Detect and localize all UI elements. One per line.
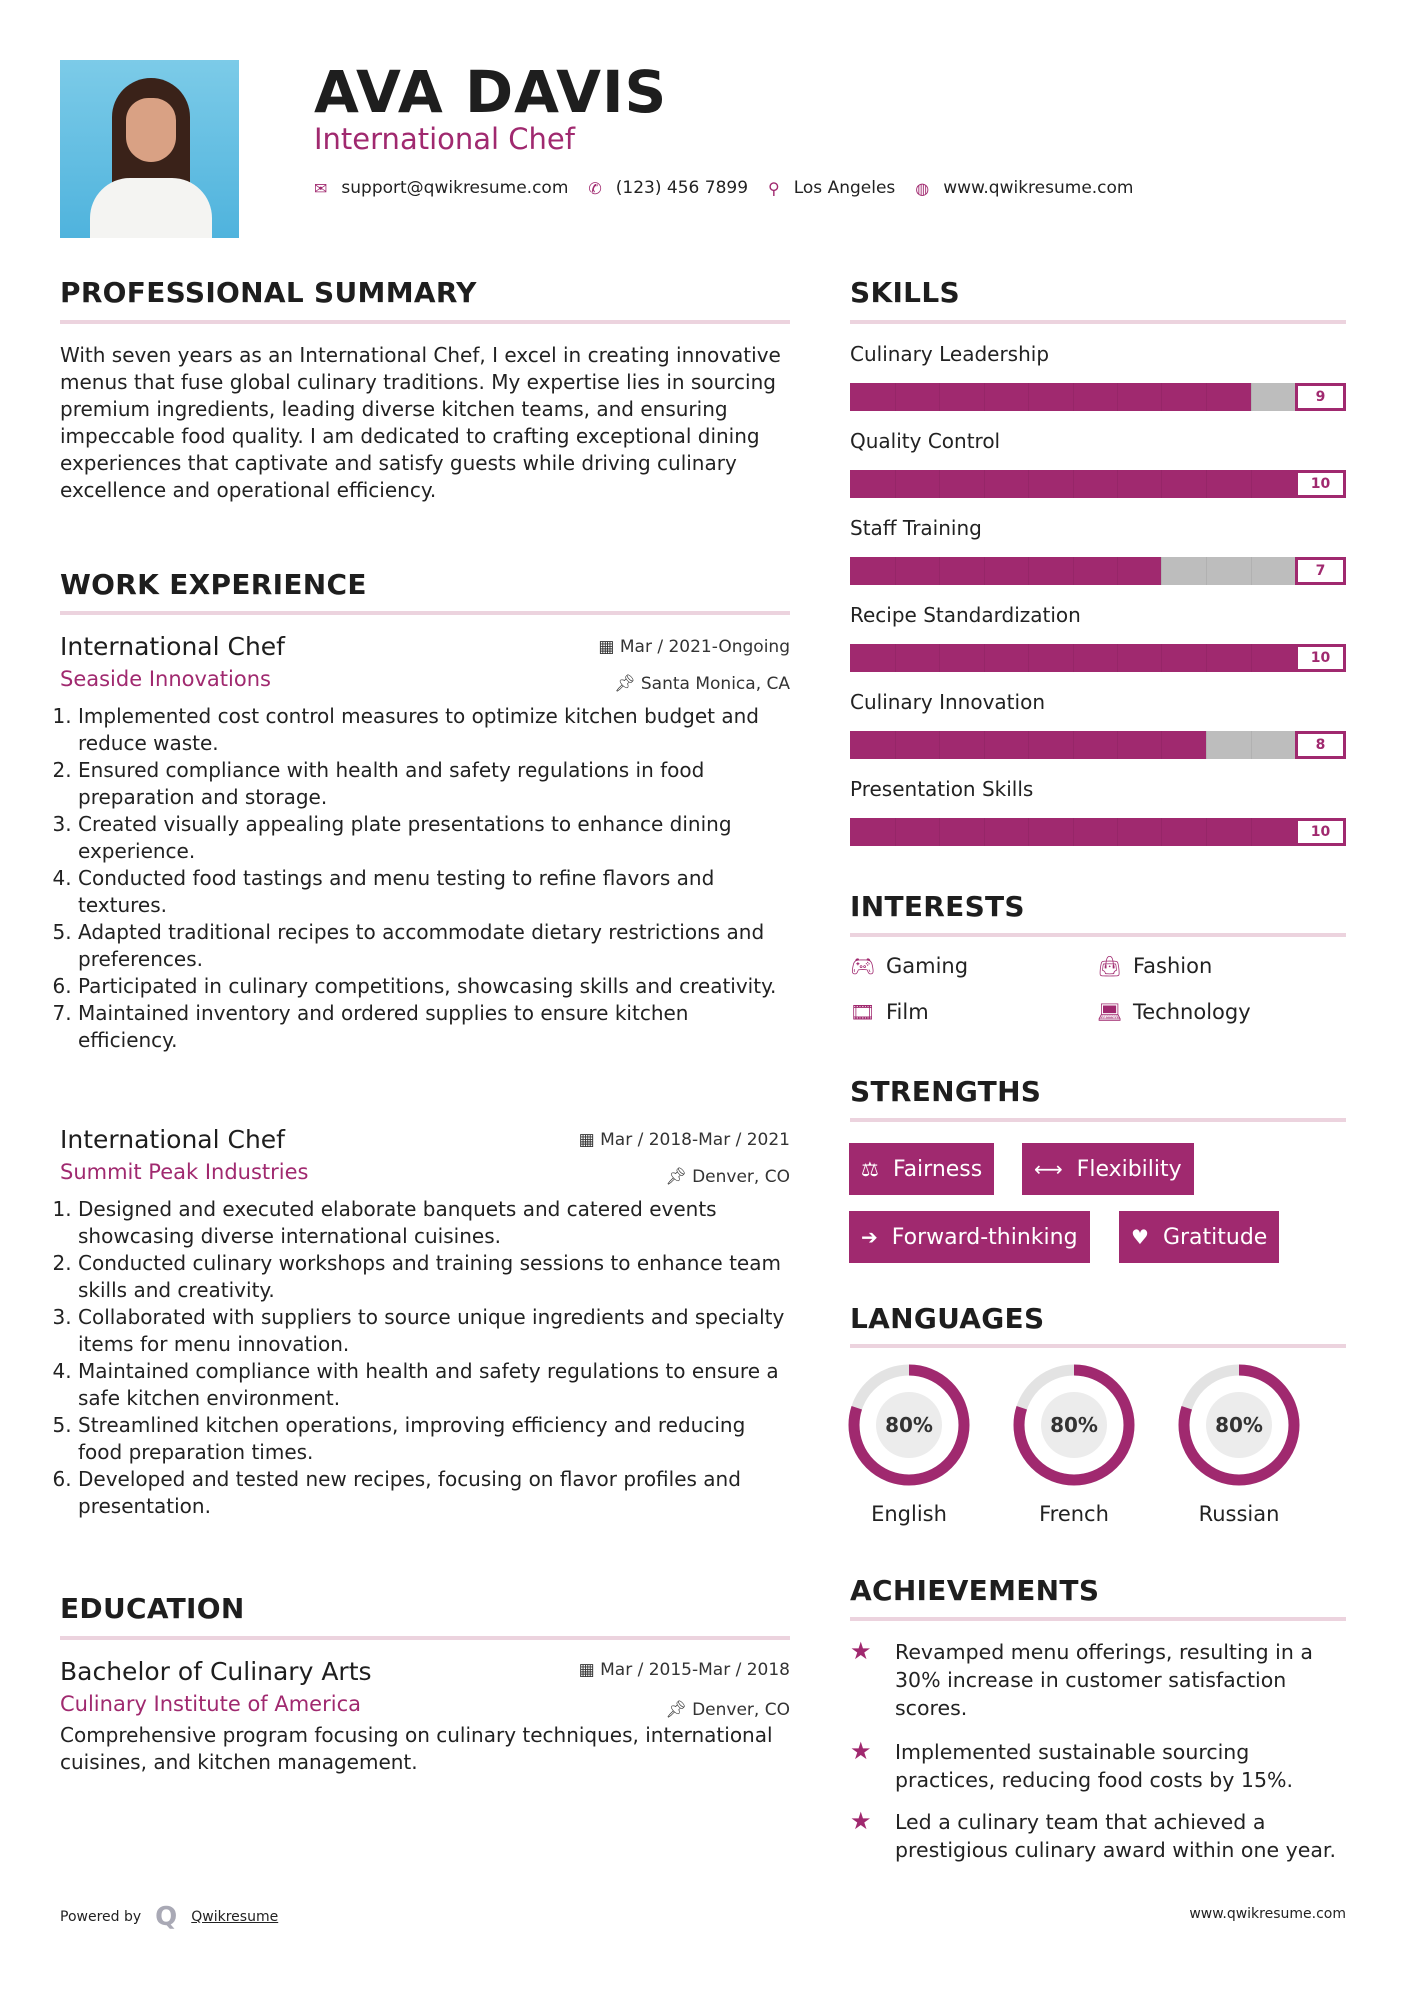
shopping-bag-icon: 👜︎ xyxy=(1097,954,1123,978)
summary-text: With seven years as an International Chef, I excel in creating innovative menus that fuse global culinary traditions. My expertise lies in sourcing premium ingredients, leading diverse kitchen teams, and ensuring impeccable food quality. I am dedicated to crafting exceptional dining experiences that captivate and satisfy guests while driving culinary excellence and operational efficiency. xyxy=(60,343,781,502)
achievement-item xyxy=(850,1808,1346,1864)
section-heading-interests: INTERESTS xyxy=(850,890,1025,923)
interest-label: Technology xyxy=(1133,1000,1251,1024)
education-entry xyxy=(60,1657,790,1777)
skill-bar-segment xyxy=(1161,731,1162,759)
language-percent: 80% xyxy=(885,1413,933,1437)
candidate-title: International Chef xyxy=(314,122,575,156)
divider xyxy=(60,320,790,324)
pin-icon: 📌︎ xyxy=(665,1167,693,1187)
calendar-icon: ▦ xyxy=(578,1130,601,1150)
skill-bar-segment xyxy=(1161,818,1162,846)
gamepad-icon: 🎮︎ xyxy=(850,954,876,978)
location-text: Denver, CO xyxy=(692,1167,790,1187)
skill-bar-segment xyxy=(895,470,896,498)
skill-bar-segment xyxy=(1206,470,1207,498)
skill-bar-segment xyxy=(1073,818,1074,846)
divider xyxy=(60,611,790,615)
language-percent: 80% xyxy=(1050,1413,1098,1437)
skill-bar-segment xyxy=(1206,818,1207,846)
skill-bar-segment xyxy=(1073,731,1074,759)
skill-bar-segment xyxy=(939,557,940,585)
achievement-item xyxy=(850,1638,1346,1722)
responsibility-item: 4. Maintained compliance with health and safety regulations to ensure a safe kitchen environment. xyxy=(78,1358,790,1412)
contact-bar xyxy=(314,178,1154,198)
skill-bar-segment xyxy=(1117,383,1118,411)
section-heading-education: EDUCATION xyxy=(60,1592,245,1625)
skill-bar-segment xyxy=(1028,644,1029,672)
language-donut xyxy=(1174,1362,1304,1488)
education-description: Comprehensive program focusing on culinary techniques, international cuisines, and kitchen management. xyxy=(60,1723,773,1774)
skill-bar-segment xyxy=(1028,818,1029,846)
skill-bar-fill xyxy=(850,557,1161,585)
education-date xyxy=(579,1660,790,1680)
skill-label: Culinary Innovation xyxy=(850,690,1045,714)
skill-score: 10 xyxy=(1295,644,1346,672)
language-item xyxy=(844,1362,974,1526)
qwikresume-link[interactable]: Qwikresume xyxy=(191,1909,279,1925)
skill-bar-segment xyxy=(895,644,896,672)
arrows-horizontal-icon: ⟷ xyxy=(1034,1157,1063,1181)
job-location xyxy=(665,1167,790,1187)
skill-bar-segment xyxy=(1028,731,1029,759)
job-location xyxy=(614,674,790,694)
skill-bar-segment xyxy=(1117,557,1118,585)
skill-bar-fill xyxy=(850,470,1346,498)
skill-label: Culinary Leadership xyxy=(850,342,1050,366)
footer-website[interactable]: www.qwikresume.com xyxy=(1189,1906,1346,1922)
skill-bar-segment xyxy=(1073,383,1074,411)
strength-label: Forward-thinking xyxy=(891,1224,1078,1250)
globe-icon: ◍ xyxy=(915,178,930,198)
balance-scale-icon: ⚖ xyxy=(861,1157,879,1181)
skill-bar-segment xyxy=(1117,470,1118,498)
skill-bar-segment xyxy=(984,557,985,585)
skill-bar xyxy=(850,557,1346,585)
skill-bar-segment xyxy=(1073,644,1074,672)
responsibility-item: 7. Maintained inventory and ordered supplies to ensure kitchen efficiency. xyxy=(78,1000,790,1054)
skill-bar-segment xyxy=(895,557,896,585)
skill-bar-segment xyxy=(1117,644,1118,672)
skill-score: 10 xyxy=(1295,818,1346,846)
interest-label: Gaming xyxy=(886,954,969,978)
job-title: International Chef xyxy=(60,1125,285,1154)
interest-item xyxy=(1097,1000,1251,1024)
phone[interactable]: (123) 456 7899 xyxy=(615,178,749,198)
responsibility-item: 5. Streamlined kitchen operations, improving efficiency and reducing food preparation times. xyxy=(78,1412,790,1466)
company-name: Seaside Innovations xyxy=(60,667,271,691)
job-date xyxy=(579,1130,790,1150)
skill-score: 10 xyxy=(1295,470,1346,498)
date-text: Mar / 2021-Ongoing xyxy=(619,637,790,657)
skill-bar-segment xyxy=(1206,557,1207,585)
skill-bar-segment xyxy=(1028,383,1029,411)
skill-bar-segment xyxy=(1161,470,1162,498)
interest-item xyxy=(850,954,968,978)
language-label: Russian xyxy=(1198,1502,1280,1526)
skill-bar-fill xyxy=(850,383,1251,411)
degree: Bachelor of Culinary Arts xyxy=(60,1657,372,1686)
strength-label: Gratitude xyxy=(1162,1224,1268,1250)
laptop-icon: 💻︎ xyxy=(1097,1000,1123,1024)
email[interactable]: support@qwikresume.com xyxy=(341,178,569,198)
powered-by-label: Powered by xyxy=(60,1909,142,1925)
achievement-item xyxy=(850,1738,1346,1794)
skill-label: Quality Control xyxy=(850,429,1001,453)
map-marker-icon: ⚲ xyxy=(768,178,780,198)
strength-label: Fairness xyxy=(892,1156,983,1182)
achievement-text: Led a culinary team that achieved a prestigious culinary award within one year. xyxy=(895,1810,1336,1862)
section-heading-languages: LANGUAGES xyxy=(850,1302,1045,1335)
phone-icon: ✆ xyxy=(588,178,602,198)
skill-bar-fill xyxy=(850,818,1346,846)
responsibility-list xyxy=(60,1196,790,1520)
responsibility-item: 3. Collaborated with suppliers to source unique ingredients and specialty items for menu innovation. xyxy=(78,1304,790,1358)
skill-bar-segment xyxy=(984,731,985,759)
location-text: Denver, CO xyxy=(692,1700,790,1720)
skill-bar-segment xyxy=(895,383,896,411)
skill-bar xyxy=(850,644,1346,672)
skill-bar-segment xyxy=(1206,644,1207,672)
language-percent: 80% xyxy=(1215,1413,1263,1437)
skill-score: 7 xyxy=(1295,557,1346,585)
skill-bar-segment xyxy=(895,818,896,846)
job-title: International Chef xyxy=(60,632,285,661)
skill-bar-segment xyxy=(1161,644,1162,672)
skill-bar-segment xyxy=(1251,557,1252,585)
interest-item xyxy=(1097,954,1212,978)
divider xyxy=(850,933,1346,937)
date-text: Mar / 2015-Mar / 2018 xyxy=(600,1660,790,1680)
section-heading-skills: SKILLS xyxy=(850,276,960,309)
responsibility-item: 6. Developed and tested new recipes, focusing on flavor profiles and presentation. xyxy=(78,1466,790,1520)
strength-chip xyxy=(849,1143,994,1195)
skill-bar-segment xyxy=(1206,731,1207,759)
skill-bar-segment xyxy=(1251,731,1252,759)
candidate-name: AVA DAVIS xyxy=(314,58,668,126)
section-heading-achievements: ACHIEVEMENTS xyxy=(850,1574,1100,1607)
strength-chip xyxy=(849,1211,1090,1263)
skill-bar-segment xyxy=(1028,470,1029,498)
strength-chip xyxy=(1022,1143,1194,1195)
skill-score: 9 xyxy=(1295,383,1346,411)
language-label: English xyxy=(871,1502,947,1526)
responsibility-item: 5. Adapted traditional recipes to accommodate dietary restrictions and preferences. xyxy=(78,919,790,973)
skill-bar-segment xyxy=(939,383,940,411)
shooting-star-icon: ★ xyxy=(850,1637,872,1665)
skill-bar-segment xyxy=(1161,383,1162,411)
location-text: Santa Monica, CA xyxy=(640,674,790,694)
section-heading-summary: PROFESSIONAL SUMMARY xyxy=(60,276,477,309)
divider xyxy=(850,1617,1346,1621)
strength-chip xyxy=(1119,1211,1279,1263)
location: Los Angeles xyxy=(793,178,896,198)
skill-bar-segment xyxy=(984,470,985,498)
skill-bar-segment xyxy=(1073,557,1074,585)
skill-bar-segment xyxy=(1161,557,1162,585)
skill-bar-segment xyxy=(1251,644,1252,672)
skill-bar-segment xyxy=(984,383,985,411)
skill-bar-segment xyxy=(984,818,985,846)
skill-score: 8 xyxy=(1295,731,1346,759)
divider xyxy=(850,320,1346,324)
skill-bar-segment xyxy=(1028,557,1029,585)
skill-bar-segment xyxy=(1251,470,1252,498)
skill-bar-segment xyxy=(1251,818,1252,846)
responsibility-item: 4. Conducted food tastings and menu testing to refine flavors and textures. xyxy=(78,865,790,919)
qwikresume-logo-icon: Q xyxy=(155,1902,178,1932)
skill-bar-segment xyxy=(939,818,940,846)
pin-icon: 📌︎ xyxy=(613,674,641,694)
skill-bar-segment xyxy=(939,644,940,672)
job-date xyxy=(598,637,790,657)
skill-bar-segment xyxy=(939,470,940,498)
achievement-text: Revamped menu offerings, resulting in a 30% increase in customer satisfaction scores. xyxy=(895,1640,1313,1720)
arrow-right-icon: ➔ xyxy=(861,1225,878,1249)
strength-label: Flexibility xyxy=(1076,1156,1182,1182)
language-donut xyxy=(844,1362,974,1488)
language-item xyxy=(1174,1362,1304,1526)
interest-item xyxy=(850,1000,929,1024)
skill-bar-segment xyxy=(1117,731,1118,759)
skill-bar xyxy=(850,731,1346,759)
responsibility-item: 2. Conducted culinary workshops and training sessions to enhance team skills and creativity. xyxy=(78,1250,790,1304)
skill-label: Staff Training xyxy=(850,516,982,540)
education-location xyxy=(665,1700,790,1720)
achievement-text: Implemented sustainable sourcing practices, reducing food costs by 15%. xyxy=(895,1740,1293,1792)
responsibility-list xyxy=(60,703,790,1054)
section-heading-strengths: STRENGTHS xyxy=(850,1075,1042,1108)
section-heading-experience: WORK EXPERIENCE xyxy=(60,568,367,601)
pin-icon: 📌︎ xyxy=(665,1700,693,1720)
powered-by xyxy=(60,1902,278,1932)
shooting-star-icon: ★ xyxy=(850,1737,872,1765)
responsibility-item: 2. Ensured compliance with health and safety regulations in food preparation and storage. xyxy=(78,757,790,811)
job-entry xyxy=(60,1125,790,1520)
website[interactable]: www.qwikresume.com xyxy=(943,178,1134,198)
skill-bar-segment xyxy=(1206,383,1207,411)
school: Culinary Institute of America xyxy=(60,1692,361,1716)
interest-label: Film xyxy=(886,1000,929,1024)
profile-photo xyxy=(60,60,239,238)
company-name: Summit Peak Industries xyxy=(60,1160,309,1184)
calendar-icon: ▦ xyxy=(598,637,620,657)
skill-bar xyxy=(850,383,1346,411)
skill-bar-fill xyxy=(850,644,1346,672)
language-donut xyxy=(1009,1362,1139,1488)
responsibility-item: 1. Designed and executed elaborate banquets and catered events showcasing diverse international cuisines. xyxy=(78,1196,790,1250)
skill-bar xyxy=(850,470,1346,498)
skill-bar-segment xyxy=(1117,818,1118,846)
divider xyxy=(60,1636,790,1640)
divider xyxy=(850,1344,1346,1348)
skill-bar-segment xyxy=(984,644,985,672)
heart-icon: ♥ xyxy=(1131,1225,1149,1249)
interest-label: Fashion xyxy=(1133,954,1213,978)
skill-bar-segment xyxy=(1073,470,1074,498)
divider xyxy=(850,1118,1346,1122)
shooting-star-icon: ★ xyxy=(850,1807,872,1835)
responsibility-item: 1. Implemented cost control measures to optimize kitchen budget and reduce waste. xyxy=(78,703,790,757)
skill-bar xyxy=(850,818,1346,846)
language-item xyxy=(1009,1362,1139,1526)
skill-label: Presentation Skills xyxy=(850,777,1034,801)
skill-bar-segment xyxy=(1251,383,1252,411)
skill-label: Recipe Standardization xyxy=(850,603,1081,627)
responsibility-item: 3. Created visually appealing plate presentations to enhance dining experience. xyxy=(78,811,790,865)
responsibility-item: 6. Participated in culinary competitions, showcasing skills and creativity. xyxy=(78,973,790,1000)
skill-bar-segment xyxy=(895,731,896,759)
envelope-icon: ✉ xyxy=(314,178,328,198)
date-text: Mar / 2018-Mar / 2021 xyxy=(600,1130,790,1150)
skill-bar-segment xyxy=(939,731,940,759)
calendar-icon: ▦ xyxy=(578,1660,601,1680)
job-entry xyxy=(60,632,790,1054)
language-label: French xyxy=(1039,1502,1109,1526)
film-icon: 🎞︎ xyxy=(850,1000,876,1024)
